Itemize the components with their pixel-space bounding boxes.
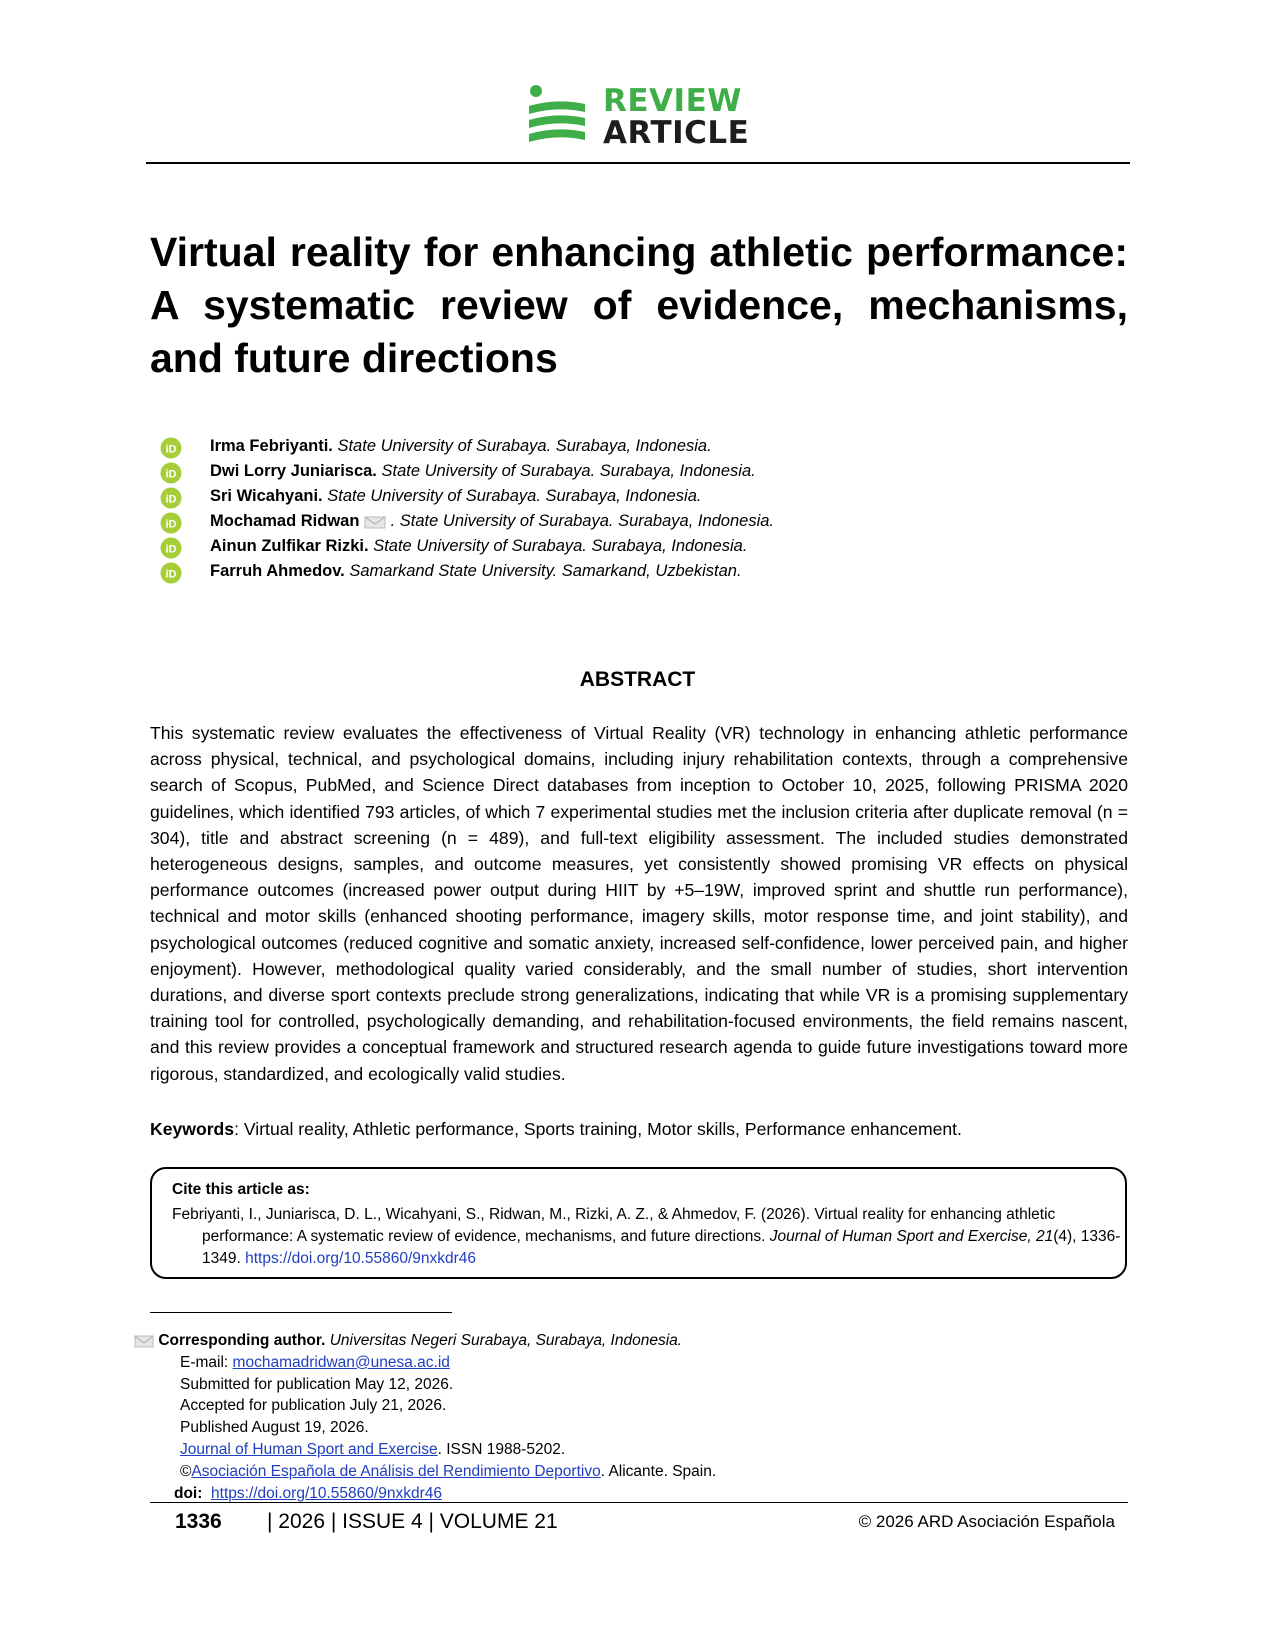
author-name: Mochamad Ridwan — [210, 512, 360, 530]
copyright-symbol: © — [180, 1462, 192, 1480]
author-affiliation: State University of Surabaya. Surabaya, Indonesia. — [337, 437, 712, 455]
society-link[interactable]: Asociación Española de Análisis del Rendimiento Deportivo — [191, 1462, 601, 1480]
svg-text:iD: iD — [165, 543, 177, 556]
author-name: Dwi Lorry Juniarisca. — [210, 462, 377, 480]
page-number: 1336 — [175, 1510, 222, 1533]
doi-link[interactable]: https://doi.org/10.55860/9nxkdr46 — [211, 1484, 442, 1502]
citation-text — [172, 1204, 1132, 1270]
journal-line — [134, 1439, 894, 1461]
logo-word-review: REVIEW — [603, 83, 742, 119]
email-line — [134, 1352, 894, 1374]
author-affiliation: State University of Surabaya. Surabaya, Indonesia. — [373, 537, 748, 555]
page-footer — [175, 1510, 1115, 1540]
citation-box — [150, 1167, 1127, 1279]
orcid-icon[interactable] — [160, 562, 182, 584]
orcid-icon[interactable] — [160, 487, 182, 509]
author-affiliation: Samarkand State University. Samarkand, Uzbekistan. — [349, 562, 742, 580]
svg-text:iD: iD — [165, 443, 177, 456]
keywords-label: Keywords — [150, 1119, 235, 1139]
citation-issue-pages: (4), 1336-1349. — [202, 1228, 1121, 1267]
abstract-heading: ABSTRACT — [579, 668, 696, 691]
society-location: . Alicante. Spain. — [600, 1462, 717, 1480]
citation-journal: Journal of Human Sport and Exercise, 21 — [769, 1228, 1054, 1245]
author-affiliation: . State University of Surabaya. Surabaya, Indonesia. — [390, 512, 775, 530]
author-name: Farruh Ahmedov. — [210, 562, 345, 580]
svg-text:iD: iD — [165, 493, 177, 506]
corresponding-author-label: Corresponding author. — [158, 1332, 326, 1349]
email-link[interactable]: mochamadridwan@unesa.ac.id — [232, 1353, 450, 1371]
footer-copyright: © 2026 ARD Asociación Española — [858, 1512, 1115, 1531]
author-name: Irma Febriyanti. — [210, 437, 333, 455]
citation-authors-title: Febriyanti, I., Juniarisca, D. L., Wicahyani, S., Ridwan, M., Rizki, A. Z., & Ahmedov, F. (2026). Virtual reality for enhancing athletic performance: A systematic review of evidence, mechanisms, and future directions. — [172, 1206, 1056, 1245]
orcid-icon[interactable] — [160, 462, 182, 484]
envelope-icon[interactable] — [364, 515, 386, 529]
author-affiliation: State University of Surabaya. Surabaya, Indonesia. — [381, 462, 756, 480]
submitted-date: Submitted for publication May 12, 2026. — [180, 1375, 454, 1393]
logo-word-article: ARTICLE — [603, 115, 750, 151]
abstract-body: This systematic review evaluates the effectiveness of Virtual Reality (VR) technology in enhancing athletic performance across physical, technical, and psychological domains, including injury rehabilitation contexts, through a comprehensive search of Scopus, PubMed, and Science Direct databases from inception to October 10, 2025, following PRISMA 2020 guidelines, which identified 793 articles, of which 7 experimental studies met the inclusion criteria after duplicate removal (n = 304), title and abstract screening (n = 489), and full-text eligibility assessment. The included studies demonstrated heterogeneous designs, samples, and outcome measures, yet consistently showed promising VR effects on physical performance outcomes (increased power output during HIIT by +5–19W, improved sprint and shuttle run performance), technical and motor skills (enhanced shooting performance, imagery skills, motor response time, and joint stability), and psychological outcomes (reduced cognitive and somatic anxiety, increased self-confidence, lower perceived pain, and higher enjoyment). However, methodological quality varied considerably, and the small number of studies, short intervention durations, and diverse sport contexts preclude strong generalizations, indicating that while VR is a promising supplementary training tool for controlled, psychologically demanding, and rehabilitation-focused environments, the field remains nascent, and this review provides a conceptual framework and structured research agenda to guide future investigations toward more rigorous, standardized, and ecologically valid studies. — [150, 723, 1128, 1084]
doi-label: doi: — [174, 1484, 203, 1502]
corresponding-author-affiliation: Universitas Negeri Surabaya, Surabaya, Indonesia. — [329, 1332, 683, 1349]
svg-text:iD: iD — [165, 468, 177, 481]
author-name: Ainun Zulfikar Rizki. — [210, 537, 369, 555]
footnote-rule — [150, 1312, 452, 1313]
journal-link[interactable]: Journal of Human Sport and Exercise — [180, 1440, 438, 1458]
published-date: Published August 19, 2026. — [180, 1419, 369, 1437]
author-list — [160, 434, 1060, 584]
review-article-logo — [527, 84, 757, 150]
orcid-icon[interactable] — [160, 537, 182, 559]
envelope-icon — [134, 1334, 154, 1348]
citation-label: Cite this article as: — [172, 1181, 310, 1198]
author-row — [160, 534, 1060, 559]
copyright-line — [134, 1461, 894, 1483]
author-row — [160, 509, 1060, 534]
review-stripes-icon — [527, 84, 587, 148]
email-label: E-mail: — [180, 1353, 233, 1371]
issn: . ISSN 1988-5202. — [437, 1440, 566, 1458]
svg-text:iD: iD — [165, 518, 177, 531]
article-title: Virtual reality for enhancing athletic performance: A systematic review of evidence, mechanisms, and future directions — [150, 229, 1128, 381]
header-rule — [146, 162, 1130, 164]
orcid-icon[interactable] — [160, 437, 182, 459]
issue-info: | 2026 | ISSUE 4 | VOLUME 21 — [267, 1510, 558, 1533]
keywords-list: : Virtual reality, Athletic performance, Sports training, Motor skills, Performance enhancement. — [234, 1119, 962, 1139]
corresponding-author-line — [134, 1330, 894, 1352]
footer-rule — [150, 1502, 1128, 1503]
author-name: Sri Wicahyani. — [210, 487, 323, 505]
author-row — [160, 434, 1060, 459]
author-affiliation: State University of Surabaya. Surabaya, Indonesia. — [327, 487, 702, 505]
footnote — [134, 1330, 894, 1504]
author-row — [160, 459, 1060, 484]
author-row — [160, 484, 1060, 509]
author-row — [160, 559, 1060, 584]
orcid-icon[interactable] — [160, 512, 182, 534]
svg-text:iD: iD — [165, 568, 177, 581]
accepted-date: Accepted for publication July 21, 2026. — [180, 1397, 447, 1415]
keywords — [150, 1116, 1128, 1142]
citation-doi-link[interactable]: https://doi.org/10.55860/9nxkdr46 — [245, 1250, 477, 1267]
